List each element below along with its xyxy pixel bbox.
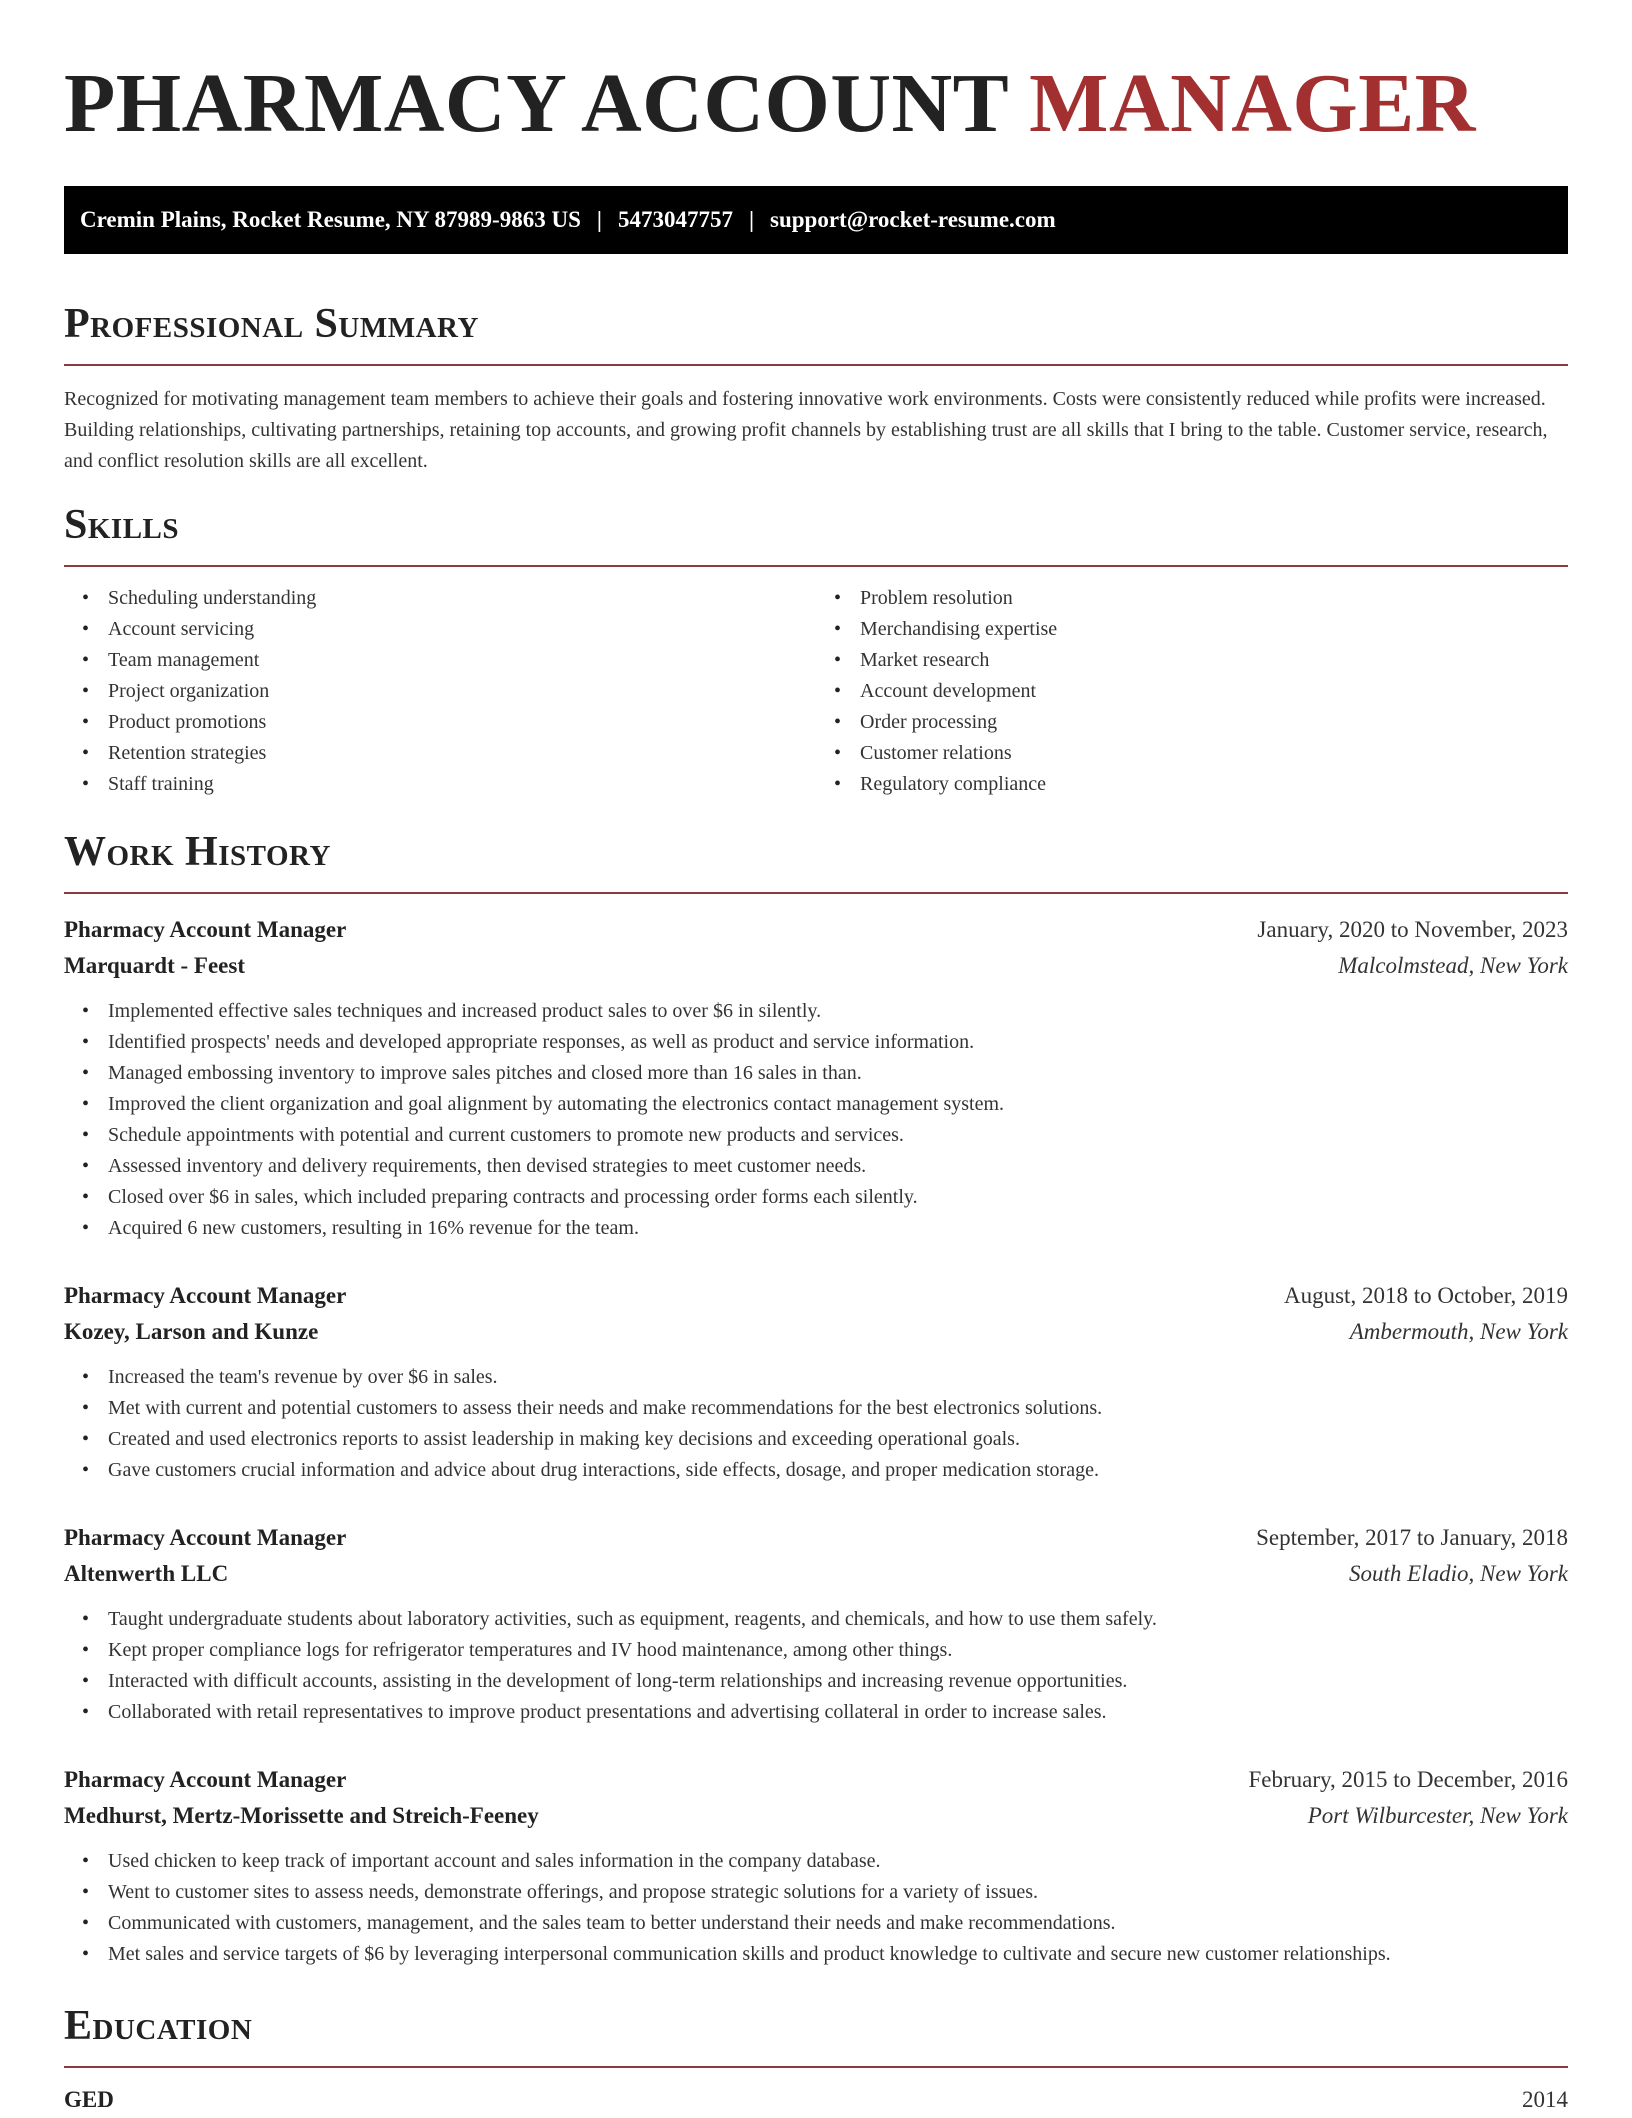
section-divider <box>64 2066 1568 2068</box>
job-bullet: • Implemented effective sales techniques and increased product sales to over $6 in silently. <box>108 996 1568 1027</box>
job-title: Pharmacy Account Manager <box>64 1767 347 1792</box>
skill-item: • Account servicing <box>108 614 816 645</box>
job-company-row <box>64 1314 1568 1350</box>
skill-item: • Retention strategies <box>108 738 816 769</box>
job-entry <box>64 1762 1568 1970</box>
skill-item: • Account development <box>860 676 1568 707</box>
skill-item: • Staff training <box>108 769 816 800</box>
job-company-row <box>64 1798 1568 1834</box>
summary-section <box>64 298 1568 477</box>
summary-heading: Professional Summary <box>64 301 479 347</box>
contact-email: support@rocket-resume.com <box>770 207 1056 232</box>
skill-item: • Team management <box>108 645 816 676</box>
summary-text: Recognized for motivating management team members to achieve their goals and fostering innovative work environments. Costs were consistently reduced while profits were increased. Building relationships, cultivating partnerships, retaining top accounts, and growing profit channels by establishing trust are all skills that I bring to the table. Customer service, research, and conflict resolution skills are all excellent. <box>64 388 1548 472</box>
job-entry <box>64 1520 1568 1728</box>
job-bullet: • Created and used electronics reports to assist leadership in making key decisions and exceeding operational goals. <box>108 1424 1568 1455</box>
job-header-row <box>64 1278 1568 1314</box>
job-header-row <box>64 1762 1568 1798</box>
job-bullets <box>64 996 1568 1244</box>
job-bullet: • Went to customer sites to assess needs, demonstrate offerings, and propose strategic solutions for a variety of issues. <box>108 1877 1568 1908</box>
job-bullet: • Schedule appointments with potential and current customers to promote new products and services. <box>108 1120 1568 1151</box>
education-heading: Education <box>64 2003 253 2049</box>
job-bullet: • Managed embossing inventory to improve sales pitches and closed more than 16 sales in than. <box>108 1058 1568 1089</box>
skill-item: • Problem resolution <box>860 583 1568 614</box>
skills-list-right <box>816 583 1568 800</box>
section-divider <box>64 364 1568 366</box>
contact-separator: | <box>596 207 602 232</box>
job-company-row <box>64 948 1568 984</box>
page-title <box>64 50 1568 158</box>
job-bullet: • Interacted with difficult accounts, assisting in the development of long-term relationships and increasing revenue opportunities. <box>108 1666 1568 1697</box>
education-entry <box>64 2082 1568 2118</box>
skill-item: • Merchandising expertise <box>860 614 1568 645</box>
job-bullet: • Improved the client organization and goal alignment by automating the electronics contact management system. <box>108 1089 1568 1120</box>
job-title: Pharmacy Account Manager <box>64 917 347 942</box>
skills-columns <box>64 583 1568 800</box>
contact-phone: 5473047757 <box>617 207 733 232</box>
job-dates: January, 2020 to November, 2023 <box>1257 917 1568 942</box>
skills-heading: Skills <box>64 502 180 548</box>
skill-item: • Scheduling understanding <box>108 583 816 614</box>
job-bullets <box>64 1604 1568 1728</box>
skills-list-left <box>64 583 816 800</box>
skill-item: • Project organization <box>108 676 816 707</box>
contact-bar <box>64 186 1568 254</box>
title-accent: MANAGER <box>1029 57 1476 150</box>
job-dates: February, 2015 to December, 2016 <box>1248 1767 1568 1792</box>
job-dates: August, 2018 to October, 2019 <box>1284 1283 1568 1308</box>
job-header-row <box>64 1520 1568 1556</box>
job-bullet: • Increased the team's revenue by over $6 in sales. <box>108 1362 1568 1393</box>
job-company: Marquardt - Feest <box>64 953 245 978</box>
job-location: Ambermouth, New York <box>1349 1319 1568 1344</box>
skills-section <box>64 499 1568 800</box>
skill-item: • Customer relations <box>860 738 1568 769</box>
job-bullet: • Identified prospects' needs and developed appropriate responses, as well as product and service information. <box>108 1027 1568 1058</box>
work-section <box>64 826 1568 1970</box>
job-list <box>64 912 1568 1970</box>
job-bullet: • Assessed inventory and delivery requirements, then devised strategies to meet customer needs. <box>108 1151 1568 1182</box>
job-bullet: • Taught undergraduate students about laboratory activities, such as equipment, reagents, and chemicals, and how to use them safely. <box>108 1604 1568 1635</box>
job-location: Malcolmstead, New York <box>1338 953 1568 978</box>
job-bullets <box>64 1846 1568 1970</box>
job-company: Medhurst, Mertz-Morissette and Streich-Feeney <box>64 1803 539 1828</box>
education-year: 2014 <box>1522 2087 1568 2112</box>
contact-separator: | <box>748 207 755 232</box>
job-bullet: • Met with current and potential customers to assess their needs and make recommendations for the best electronics solutions. <box>108 1393 1568 1424</box>
skill-item: • Market research <box>860 645 1568 676</box>
contact-address: Cremin Plains, Rocket Resume, NY 87989-9863 US <box>80 207 581 232</box>
skill-item: • Regulatory compliance <box>860 769 1568 800</box>
job-entry <box>64 912 1568 1244</box>
job-bullet: • Met sales and service targets of $6 by leveraging interpersonal communication skills and product knowledge to cultivate and secure new customer relationships. <box>108 1939 1568 1970</box>
job-entry <box>64 1278 1568 1486</box>
education-section <box>64 2000 1568 2118</box>
job-dates: September, 2017 to January, 2018 <box>1256 1525 1568 1550</box>
skill-item: • Product promotions <box>108 707 816 738</box>
job-bullets <box>64 1362 1568 1486</box>
job-title: Pharmacy Account Manager <box>64 1283 347 1308</box>
education-degree: GED <box>64 2087 114 2112</box>
job-location: Port Wilburcester, New York <box>1307 1803 1568 1828</box>
job-bullet: • Kept proper compliance logs for refrigerator temperatures and IV hood maintenance, among other things. <box>108 1635 1568 1666</box>
job-bullet: • Closed over $6 in sales, which included preparing contracts and processing order forms each silently. <box>108 1182 1568 1213</box>
job-company: Kozey, Larson and Kunze <box>64 1319 319 1344</box>
job-bullet: • Gave customers crucial information and advice about drug interactions, side effects, dosage, and proper medication storage. <box>108 1455 1568 1486</box>
work-heading: Work History <box>64 829 331 875</box>
job-bullet: • Used chicken to keep track of important account and sales information in the company database. <box>108 1846 1568 1877</box>
section-divider <box>64 892 1568 894</box>
job-location: South Eladio, New York <box>1349 1561 1568 1586</box>
section-divider <box>64 565 1568 567</box>
job-company: Altenwerth LLC <box>64 1561 229 1586</box>
job-company-row <box>64 1556 1568 1592</box>
skill-item: • Order processing <box>860 707 1568 738</box>
job-bullet: • Communicated with customers, management, and the sales team to better understand their needs and make recommendations. <box>108 1908 1568 1939</box>
job-header-row <box>64 912 1568 948</box>
job-title: Pharmacy Account Manager <box>64 1525 347 1550</box>
job-bullet: • Collaborated with retail representatives to improve product presentations and advertising collateral in order to increase sales. <box>108 1697 1568 1728</box>
job-bullet: • Acquired 6 new customers, resulting in 16% revenue for the team. <box>108 1213 1568 1244</box>
title-main: PHARMACY ACCOUNT <box>64 57 1008 150</box>
